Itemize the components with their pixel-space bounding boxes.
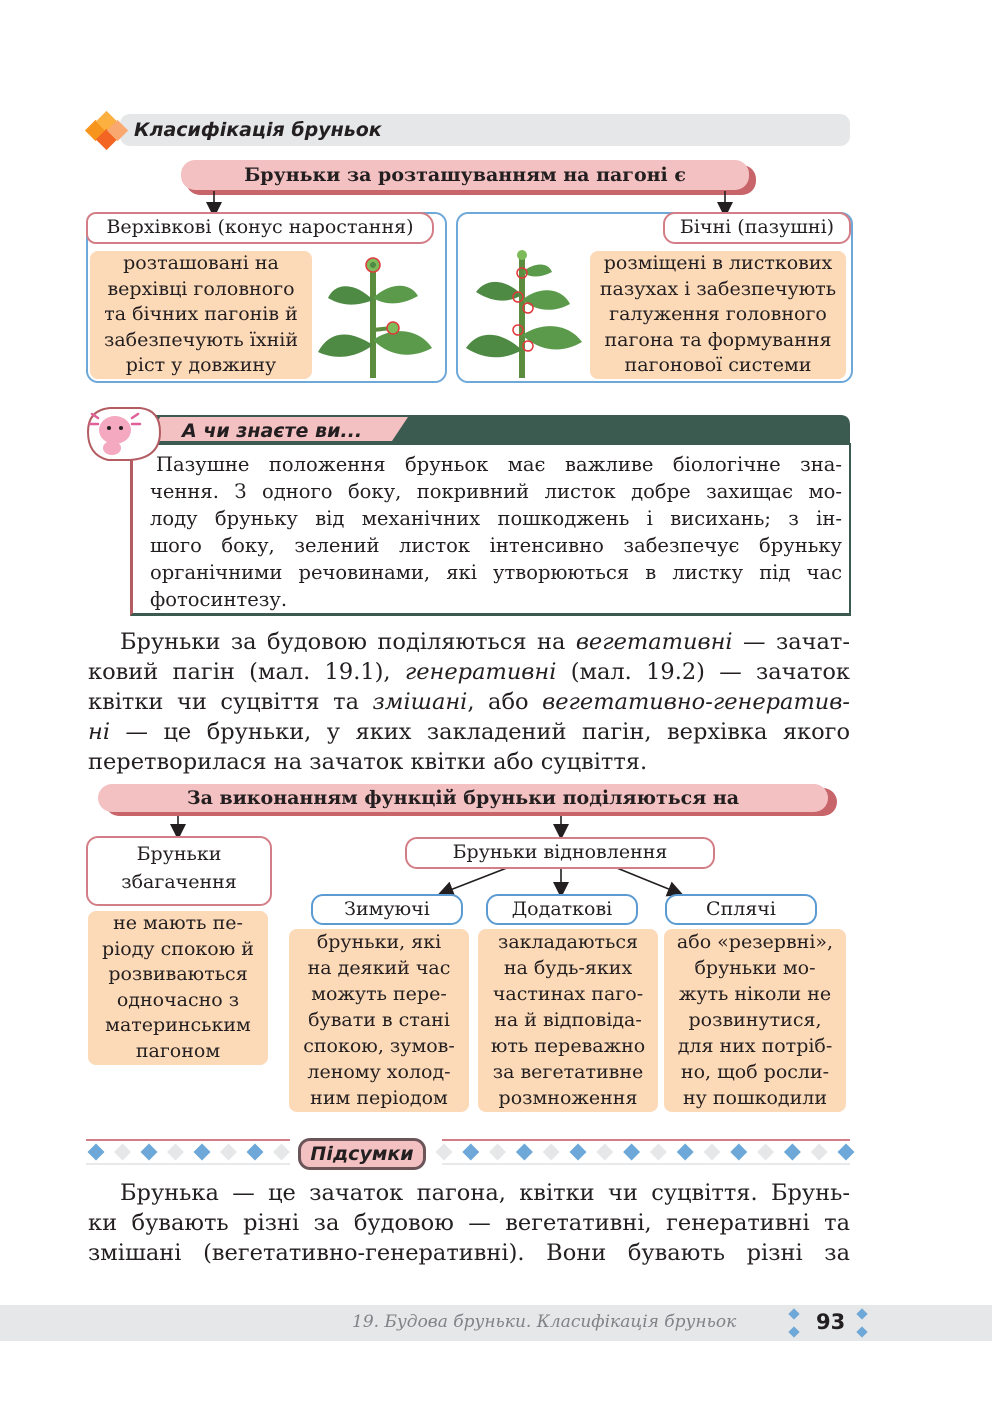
apical-bud-label: Верхівкові (конус наростання) (86, 212, 434, 244)
summary-title: Підсумки (298, 1138, 426, 1170)
wintering-bud-description: бруньки, які на деякий час можуть пере- бувати в стані спокою, зумов- леному холод- ним періодом (289, 929, 469, 1112)
location-banner: Бруньки за розташуванням на пагоні є (181, 160, 749, 190)
summary-text: Брунька — це зачаток пагона, квітки чи суцвіття. Брунь- ки бувають різні за будовою — вегетативні, генеративні та змішані (вегетативно-генеративні). Вони бувають різні за (88, 1180, 850, 1266)
paragraph-line: ковий пагін (мал. 19.1), генеративні (мал. 19.2) — зачаток (88, 659, 850, 685)
enrichment-bud-description: не мають пе- ріоду спокою й розвиваються одночасно з материнським пагоном (88, 911, 268, 1065)
additional-bud-description: закладаються на будь-яких частинах паго- на й відповіда- ють переважно за вегетативне розмноження (478, 929, 658, 1112)
function-banner: За виконанням функцій бруньки поділяються на (98, 784, 828, 812)
renewal-bud-label: Бруньки відновлення (405, 837, 715, 869)
page-number: 93 (816, 1310, 846, 1334)
did-you-know-text: Пазушне положення бруньок має важливе біологічне зна- чення. З одного боку, покривний листок добре захищає мо- лоду бруньку від механічних пошкоджень і висихань; з ін- шого боку, зелений листок інтенсивно забезпечує бруньку органічними речовинами, які утворюються в листку під час фотосинтезу. (150, 453, 842, 611)
paragraph-line: перетворилася на зачаток квітки або суцвіття. (88, 749, 648, 775)
enrichment-bud-label: Бруньки збагачення (86, 836, 272, 906)
did-you-know-title: А чи знаєте ви... (182, 420, 363, 442)
wintering-bud-label: Зимуючі (311, 894, 463, 925)
footer-running-title: 19. Будова бруньки. Класифікація бруньок (352, 1312, 737, 1332)
dormant-bud-description: або «резервні», бруньки мо- жуть ніколи не розвинутися, для них потріб- но, щоб росли- ну пошкодили (664, 929, 846, 1112)
paragraph-line: квітки чи суцвіття та змішані, або вегетативно-генератив- (88, 689, 850, 715)
apical-bud-description: розташовані на верхівці головного та бічних пагонів й забезпечують їхній ріст у довжину (90, 251, 312, 379)
lateral-bud-description: розміщені в листкових пазухах і забезпечують галуження головного пагона та формування пагонової системи (590, 251, 846, 379)
lateral-bud-label: Бічні (пазушні) (663, 212, 851, 244)
paragraph-line: ні — це бруньки, у яких закладений пагін, верхівка якого (88, 719, 850, 745)
section-title: Класифікація бруньок (134, 119, 382, 141)
paragraph-line: Бруньки за будовою поділяються на вегетативні — зачат- (120, 629, 850, 655)
additional-bud-label: Додаткові (486, 894, 638, 925)
dormant-bud-label: Сплячі (665, 894, 817, 925)
